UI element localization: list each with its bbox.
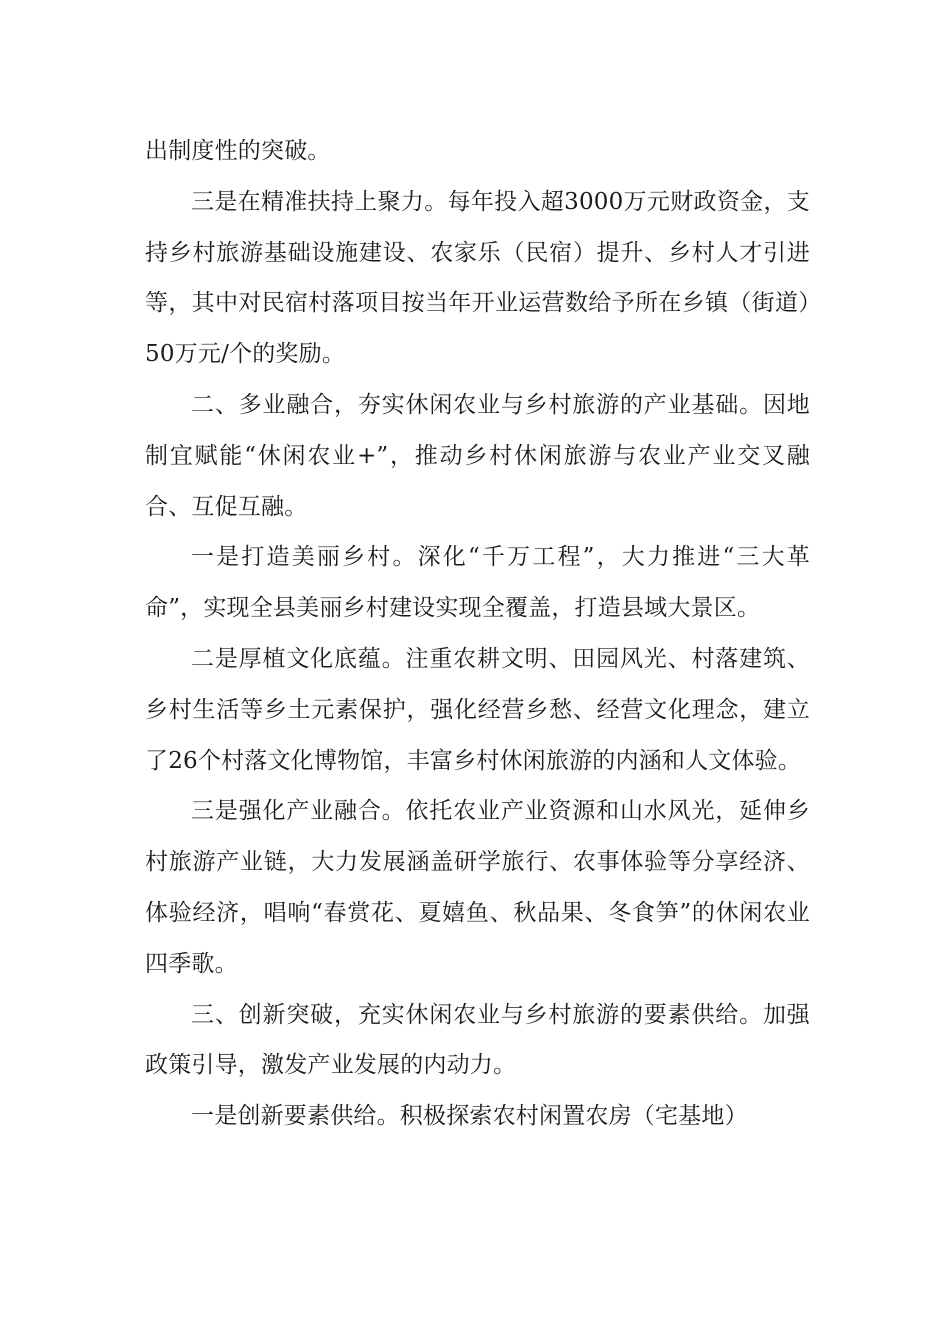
- document-body: [145, 126, 810, 1142]
- paragraph-section-three-heading: 三、创新突破，充实休闲农业与乡村旅游的要素供给。加强政策引导，激发产业发展的内动力。: [145, 1001, 810, 1079]
- paragraph-cultural-heritage: 二是厚植文化底蕴。注重农耕文明、田园风光、村落建筑、乡村生活等乡土元素保护，强化经营乡愁、经营文化理念，建立了26个村落文化博物馆，丰富乡村休闲旅游的内涵和人文体验。: [145, 645, 810, 774]
- paragraph-beautiful-village: 一是打造美丽乡村。深化“千万工程”，大力推进“三大革命”，实现全县美丽乡村建设实现全覆盖，打造县域大景区。: [145, 544, 810, 622]
- paragraph-section-two-heading: 二、多业融合，夯实休闲农业与乡村旅游的产业基础。因地制宜赋能“休闲农业+”，推动乡村休闲旅游与农业产业交叉融合、互促互融。: [145, 391, 810, 520]
- paragraph-fiscal-support: 三是在精准扶持上聚力。每年投入超3000万元财政资金，支持乡村旅游基础设施建设、农家乐（民宿）提升、乡村人才引进等，其中对民宿村落项目按当年开业运营数给予所在乡镇（街道）50万元/个的奖励。: [145, 188, 810, 368]
- paragraph-continuation: 出制度性的突破。: [145, 138, 331, 164]
- paragraph-factor-supply: 一是创新要素供给。积极探索农村闲置农房（宅基地）: [191, 1103, 748, 1130]
- paragraph-industry-integration: 三是强化产业融合。依托农业产业资源和山水风光，延伸乡村旅游产业链，大力发展涵盖研学旅行、农事体验等分享经济、体验经济，唱响“春赏花、夏嬉鱼、秋品果、冬食笋”的休闲农业四季歌。: [145, 798, 810, 977]
